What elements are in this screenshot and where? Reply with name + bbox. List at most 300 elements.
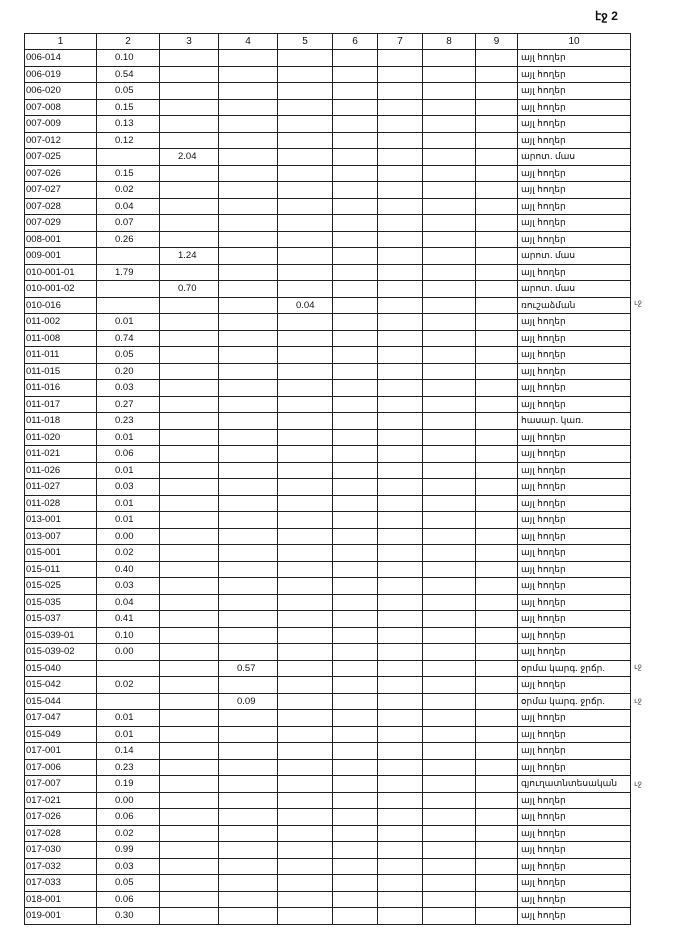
table-cell-col9 bbox=[476, 297, 518, 314]
table-cell-col10: այլ հողեր bbox=[518, 825, 631, 842]
table-cell-col5 bbox=[278, 644, 333, 661]
side-mark: ւջ bbox=[634, 298, 642, 307]
table-cell-col3: 0.70 bbox=[160, 281, 219, 298]
page-number: էջ 2 bbox=[595, 9, 618, 23]
table-cell-col9 bbox=[476, 545, 518, 562]
table-cell-col3 bbox=[160, 182, 219, 199]
table-cell-col5 bbox=[278, 132, 333, 149]
table-cell-col2: 0.40 bbox=[97, 561, 160, 578]
table-cell-col8 bbox=[423, 149, 476, 166]
table-cell-col2: 0.26 bbox=[97, 231, 160, 248]
table-cell-col7 bbox=[378, 908, 423, 925]
table-cell-col9 bbox=[476, 50, 518, 67]
table-cell-col3 bbox=[160, 165, 219, 182]
table-cell-col10: այլ հողեր bbox=[518, 231, 631, 248]
table-cell-col3 bbox=[160, 710, 219, 727]
table-cell-col2: 0.01 bbox=[97, 512, 160, 529]
table-cell-col9 bbox=[476, 165, 518, 182]
table-cell-col5 bbox=[278, 380, 333, 397]
table-cell-col6 bbox=[333, 314, 378, 331]
table-cell-col1: 013-007 bbox=[25, 528, 97, 545]
table-cell-col7 bbox=[378, 429, 423, 446]
table-cell-col10: այլ հողեր bbox=[518, 165, 631, 182]
table-row bbox=[25, 149, 631, 166]
table-cell-col10: այլ հողեր bbox=[518, 842, 631, 859]
table-cell-col1: 007-028 bbox=[25, 198, 97, 215]
table-cell-col4 bbox=[219, 759, 278, 776]
table-cell-col7 bbox=[378, 314, 423, 331]
table-cell-col8 bbox=[423, 347, 476, 364]
table-cell-col5 bbox=[278, 413, 333, 430]
table-cell-col10: այլ հողեր bbox=[518, 380, 631, 397]
table-cell-col6 bbox=[333, 743, 378, 760]
table-cell-col4 bbox=[219, 594, 278, 611]
table-cell-col10: այլ հողեր bbox=[518, 264, 631, 281]
table-row bbox=[25, 66, 631, 83]
table-cell-col2 bbox=[97, 297, 160, 314]
table-cell-col7 bbox=[378, 528, 423, 545]
table-cell-col6 bbox=[333, 726, 378, 743]
table-cell-col7 bbox=[378, 578, 423, 595]
table-cell-col6 bbox=[333, 264, 378, 281]
table-cell-col9 bbox=[476, 528, 518, 545]
table-cell-col8 bbox=[423, 908, 476, 925]
table-cell-col9 bbox=[476, 66, 518, 83]
table-cell-col4 bbox=[219, 281, 278, 298]
table-cell-col7 bbox=[378, 165, 423, 182]
table-cell-col1: 011-008 bbox=[25, 330, 97, 347]
table-cell-col8 bbox=[423, 528, 476, 545]
table-cell-col4 bbox=[219, 198, 278, 215]
table-cell-col8 bbox=[423, 380, 476, 397]
table-cell-col8 bbox=[423, 875, 476, 892]
table-cell-col4 bbox=[219, 710, 278, 727]
table-cell-col10: այլ հողեր bbox=[518, 182, 631, 199]
table-cell-col7 bbox=[378, 693, 423, 710]
table-cell-col7 bbox=[378, 842, 423, 859]
table-row bbox=[25, 726, 631, 743]
table-cell-col3 bbox=[160, 858, 219, 875]
table-row bbox=[25, 743, 631, 760]
table-row bbox=[25, 198, 631, 215]
table-row bbox=[25, 182, 631, 199]
table-cell-col8 bbox=[423, 644, 476, 661]
table-cell-col8 bbox=[423, 99, 476, 116]
table-row bbox=[25, 314, 631, 331]
column-header-2: 2 bbox=[97, 34, 160, 50]
table-cell-col7 bbox=[378, 297, 423, 314]
table-row bbox=[25, 495, 631, 512]
table-cell-col7 bbox=[378, 561, 423, 578]
table-cell-col10: այլ հողեր bbox=[518, 627, 631, 644]
table-cell-col2: 0.01 bbox=[97, 710, 160, 727]
table-cell-col10: այլ հողեր bbox=[518, 759, 631, 776]
table-cell-col9 bbox=[476, 462, 518, 479]
table-cell-col2: 0.19 bbox=[97, 776, 160, 793]
table-cell-col6 bbox=[333, 660, 378, 677]
table-cell-col6 bbox=[333, 462, 378, 479]
table-cell-col10: օրմա կարգ. ջրճր. bbox=[518, 693, 631, 710]
table-cell-col2: 0.01 bbox=[97, 429, 160, 446]
table-cell-col9 bbox=[476, 347, 518, 364]
table-cell-col9 bbox=[476, 429, 518, 446]
table-cell-col10: այլ հողեր bbox=[518, 132, 631, 149]
table-cell-col8 bbox=[423, 198, 476, 215]
table-row bbox=[25, 50, 631, 67]
table-cell-col3 bbox=[160, 132, 219, 149]
table-cell-col8 bbox=[423, 66, 476, 83]
table-cell-col5 bbox=[278, 858, 333, 875]
table-cell-col3 bbox=[160, 330, 219, 347]
table-cell-col9 bbox=[476, 710, 518, 727]
table-cell-col1: 010-001-02 bbox=[25, 281, 97, 298]
table-cell-col1: 015-039-02 bbox=[25, 644, 97, 661]
table-cell-col1: 007-029 bbox=[25, 215, 97, 232]
table-cell-col2: 0.03 bbox=[97, 479, 160, 496]
table-cell-col10: այլ հողեր bbox=[518, 644, 631, 661]
table-cell-col10: այլ հողեր bbox=[518, 363, 631, 380]
column-header-1: 1 bbox=[25, 34, 97, 50]
table-cell-col1: 011-026 bbox=[25, 462, 97, 479]
table-cell-col8 bbox=[423, 710, 476, 727]
table-cell-col1: 011-021 bbox=[25, 446, 97, 463]
table-cell-col3 bbox=[160, 512, 219, 529]
table-cell-col4 bbox=[219, 776, 278, 793]
table-cell-col3 bbox=[160, 396, 219, 413]
table-cell-col4 bbox=[219, 479, 278, 496]
table-cell-col5 bbox=[278, 347, 333, 364]
table-cell-col8 bbox=[423, 858, 476, 875]
table-cell-col8 bbox=[423, 479, 476, 496]
table-cell-col3 bbox=[160, 264, 219, 281]
table-cell-col4 bbox=[219, 215, 278, 232]
table-cell-col2: 0.02 bbox=[97, 182, 160, 199]
table-cell-col2: 0.00 bbox=[97, 528, 160, 545]
table-cell-col4 bbox=[219, 842, 278, 859]
table-cell-col6 bbox=[333, 611, 378, 628]
table-cell-col9 bbox=[476, 182, 518, 199]
table-cell-col10: այլ հողեր bbox=[518, 743, 631, 760]
table-cell-col2: 0.10 bbox=[97, 50, 160, 67]
table-cell-col2: 0.01 bbox=[97, 726, 160, 743]
table-cell-col6 bbox=[333, 231, 378, 248]
table-cell-col1: 017-032 bbox=[25, 858, 97, 875]
table-cell-col6 bbox=[333, 809, 378, 826]
table-cell-col1: 015-049 bbox=[25, 726, 97, 743]
table-cell-col3 bbox=[160, 908, 219, 925]
table-cell-col6 bbox=[333, 132, 378, 149]
table-cell-col7 bbox=[378, 512, 423, 529]
table-cell-col2: 0.05 bbox=[97, 347, 160, 364]
table-row bbox=[25, 116, 631, 133]
table-cell-col7 bbox=[378, 446, 423, 463]
table-cell-col10: այլ հողեր bbox=[518, 347, 631, 364]
table-cell-col4 bbox=[219, 330, 278, 347]
table-cell-col4 bbox=[219, 50, 278, 67]
table-cell-col7 bbox=[378, 825, 423, 842]
table-cell-col4 bbox=[219, 495, 278, 512]
table-row bbox=[25, 396, 631, 413]
table-cell-col2 bbox=[97, 248, 160, 265]
table-cell-col8 bbox=[423, 578, 476, 595]
table-row bbox=[25, 248, 631, 265]
table-cell-col8 bbox=[423, 396, 476, 413]
table-cell-col1: 007-012 bbox=[25, 132, 97, 149]
table-cell-col2: 0.15 bbox=[97, 99, 160, 116]
table-cell-col10: այլ հողեր bbox=[518, 495, 631, 512]
table-cell-col7 bbox=[378, 677, 423, 694]
table-row bbox=[25, 446, 631, 463]
table-cell-col5 bbox=[278, 479, 333, 496]
table-cell-col6 bbox=[333, 792, 378, 809]
table-cell-col3 bbox=[160, 429, 219, 446]
table-cell-col5 bbox=[278, 677, 333, 694]
table-cell-col1: 006-014 bbox=[25, 50, 97, 67]
table-cell-col7 bbox=[378, 644, 423, 661]
table-row bbox=[25, 644, 631, 661]
table-row bbox=[25, 479, 631, 496]
table-cell-col4 bbox=[219, 264, 278, 281]
table-cell-col9 bbox=[476, 314, 518, 331]
table-cell-col3 bbox=[160, 50, 219, 67]
table-cell-col1: 015-025 bbox=[25, 578, 97, 595]
table-cell-col5 bbox=[278, 149, 333, 166]
table-cell-col4 bbox=[219, 561, 278, 578]
table-cell-col1: 017-001 bbox=[25, 743, 97, 760]
table-cell-col9 bbox=[476, 578, 518, 595]
table-cell-col2: 0.23 bbox=[97, 413, 160, 430]
table-cell-col2: 0.23 bbox=[97, 759, 160, 776]
table-cell-col9 bbox=[476, 215, 518, 232]
table-row bbox=[25, 578, 631, 595]
table-cell-col1: 007-009 bbox=[25, 116, 97, 133]
table-row bbox=[25, 347, 631, 364]
table-cell-col5 bbox=[278, 842, 333, 859]
table-cell-col6 bbox=[333, 891, 378, 908]
table-cell-col1: 011-028 bbox=[25, 495, 97, 512]
table-cell-col9 bbox=[476, 363, 518, 380]
table-cell-col6 bbox=[333, 396, 378, 413]
table-row bbox=[25, 825, 631, 842]
table-cell-col4 bbox=[219, 149, 278, 166]
table-cell-col4 bbox=[219, 809, 278, 826]
table-row bbox=[25, 264, 631, 281]
table-cell-col9 bbox=[476, 792, 518, 809]
table-cell-col6 bbox=[333, 528, 378, 545]
table-cell-col5 bbox=[278, 875, 333, 892]
table-cell-col4 bbox=[219, 627, 278, 644]
table-cell-col7 bbox=[378, 875, 423, 892]
table-cell-col1: 017-030 bbox=[25, 842, 97, 859]
table-cell-col6 bbox=[333, 677, 378, 694]
table-cell-col9 bbox=[476, 644, 518, 661]
table-cell-col9 bbox=[476, 413, 518, 430]
table-cell-col1: 008-001 bbox=[25, 231, 97, 248]
table-cell-col2: 0.10 bbox=[97, 627, 160, 644]
table-cell-col1: 010-001-01 bbox=[25, 264, 97, 281]
table-cell-col7 bbox=[378, 231, 423, 248]
table-cell-col10: այլ հողեր bbox=[518, 66, 631, 83]
table-cell-col5 bbox=[278, 281, 333, 298]
table-cell-col1: 007-026 bbox=[25, 165, 97, 182]
table-cell-col2 bbox=[97, 660, 160, 677]
table-cell-col5 bbox=[278, 512, 333, 529]
table-cell-col10: այլ հողեր bbox=[518, 561, 631, 578]
table-cell-col4 bbox=[219, 578, 278, 595]
table-cell-col6 bbox=[333, 248, 378, 265]
table-row bbox=[25, 594, 631, 611]
table-row bbox=[25, 759, 631, 776]
table-cell-col6 bbox=[333, 825, 378, 842]
table-cell-col10: այլ հողեր bbox=[518, 809, 631, 826]
table-cell-col6 bbox=[333, 446, 378, 463]
table-row bbox=[25, 693, 631, 710]
table-cell-col2: 0.13 bbox=[97, 116, 160, 133]
table-row bbox=[25, 413, 631, 430]
table-row bbox=[25, 891, 631, 908]
table-cell-col5 bbox=[278, 891, 333, 908]
table-row bbox=[25, 380, 631, 397]
table-cell-col9 bbox=[476, 495, 518, 512]
table-cell-col6 bbox=[333, 413, 378, 430]
table-cell-col4 bbox=[219, 512, 278, 529]
table-cell-col7 bbox=[378, 594, 423, 611]
table-cell-col3 bbox=[160, 875, 219, 892]
table-cell-col4 bbox=[219, 462, 278, 479]
table-row bbox=[25, 842, 631, 859]
table-cell-col4 bbox=[219, 528, 278, 545]
table-cell-col7 bbox=[378, 149, 423, 166]
table-cell-col4 bbox=[219, 83, 278, 100]
table-cell-col8 bbox=[423, 215, 476, 232]
table-cell-col6 bbox=[333, 561, 378, 578]
table-cell-col5 bbox=[278, 83, 333, 100]
table-cell-col2: 0.00 bbox=[97, 644, 160, 661]
table-cell-col2: 0.04 bbox=[97, 594, 160, 611]
table-cell-col8 bbox=[423, 792, 476, 809]
table-cell-col4 bbox=[219, 858, 278, 875]
table-cell-col3 bbox=[160, 66, 219, 83]
table-cell-col10: արոտ. մաս bbox=[518, 149, 631, 166]
table-cell-col2: 0.03 bbox=[97, 858, 160, 875]
table-cell-col9 bbox=[476, 380, 518, 397]
table-cell-col5 bbox=[278, 495, 333, 512]
table-cell-col5 bbox=[278, 809, 333, 826]
table-cell-col9 bbox=[476, 561, 518, 578]
table-cell-col5 bbox=[278, 50, 333, 67]
table-row bbox=[25, 809, 631, 826]
table-cell-col1: 017-026 bbox=[25, 809, 97, 826]
table-cell-col2: 0.99 bbox=[97, 842, 160, 859]
table-cell-col1: 015-044 bbox=[25, 693, 97, 710]
table-cell-col7 bbox=[378, 215, 423, 232]
table-row bbox=[25, 462, 631, 479]
table-cell-col5 bbox=[278, 710, 333, 727]
table-header bbox=[25, 34, 631, 50]
table-cell-col6 bbox=[333, 627, 378, 644]
table-cell-col9 bbox=[476, 83, 518, 100]
table-cell-col8 bbox=[423, 611, 476, 628]
table-cell-col1: 015-042 bbox=[25, 677, 97, 694]
table-cell-col3 bbox=[160, 594, 219, 611]
table-cell-col7 bbox=[378, 347, 423, 364]
table-cell-col8 bbox=[423, 561, 476, 578]
table-cell-col10: ռուշաձման bbox=[518, 297, 631, 314]
table-cell-col8 bbox=[423, 248, 476, 265]
table-cell-col1: 017-007 bbox=[25, 776, 97, 793]
table-cell-col10: գյուղատնտեսական bbox=[518, 776, 631, 793]
table-cell-col3 bbox=[160, 776, 219, 793]
table-cell-col6 bbox=[333, 281, 378, 298]
table-cell-col4 bbox=[219, 891, 278, 908]
table-cell-col3 bbox=[160, 479, 219, 496]
table-cell-col2: 0.01 bbox=[97, 314, 160, 331]
table-cell-col5 bbox=[278, 594, 333, 611]
table-cell-col6 bbox=[333, 99, 378, 116]
table-cell-col8 bbox=[423, 495, 476, 512]
table-cell-col8 bbox=[423, 512, 476, 529]
table-row bbox=[25, 132, 631, 149]
table-cell-col10: այլ հողեր bbox=[518, 99, 631, 116]
table-cell-col5 bbox=[278, 611, 333, 628]
table-cell-col9 bbox=[476, 809, 518, 826]
table-cell-col6 bbox=[333, 479, 378, 496]
table-cell-col9 bbox=[476, 908, 518, 925]
table-cell-col10: այլ հողեր bbox=[518, 875, 631, 892]
table-cell-col9 bbox=[476, 132, 518, 149]
table-cell-col6 bbox=[333, 429, 378, 446]
table-cell-col4 bbox=[219, 396, 278, 413]
table-cell-col6 bbox=[333, 858, 378, 875]
table-cell-col8 bbox=[423, 759, 476, 776]
table-cell-col10: այլ հողեր bbox=[518, 50, 631, 67]
table-cell-col10: այլ հողեր bbox=[518, 677, 631, 694]
table-cell-col8 bbox=[423, 297, 476, 314]
table-cell-col2: 0.30 bbox=[97, 908, 160, 925]
table-cell-col4 bbox=[219, 743, 278, 760]
table-cell-col1: 010-016 bbox=[25, 297, 97, 314]
table-cell-col8 bbox=[423, 429, 476, 446]
table-cell-col4 bbox=[219, 248, 278, 265]
table-cell-col7 bbox=[378, 380, 423, 397]
table-cell-col2: 0.03 bbox=[97, 380, 160, 397]
table-cell-col10: այլ հողեր bbox=[518, 116, 631, 133]
table-cell-col5: 0.04 bbox=[278, 297, 333, 314]
table-cell-col8 bbox=[423, 693, 476, 710]
table-cell-col4 bbox=[219, 875, 278, 892]
table-cell-col3 bbox=[160, 759, 219, 776]
table-cell-col5 bbox=[278, 528, 333, 545]
table-row bbox=[25, 512, 631, 529]
table-cell-col3 bbox=[160, 627, 219, 644]
column-header-4: 4 bbox=[219, 34, 278, 50]
table-cell-col9 bbox=[476, 446, 518, 463]
table-cell-col5 bbox=[278, 231, 333, 248]
table-cell-col3 bbox=[160, 809, 219, 826]
table-cell-col9 bbox=[476, 743, 518, 760]
table-cell-col6 bbox=[333, 66, 378, 83]
table-cell-col7 bbox=[378, 132, 423, 149]
table-cell-col7 bbox=[378, 99, 423, 116]
table-cell-col8 bbox=[423, 809, 476, 826]
table-row bbox=[25, 908, 631, 925]
table-cell-col6 bbox=[333, 297, 378, 314]
table-cell-col3 bbox=[160, 462, 219, 479]
table-cell-col4 bbox=[219, 677, 278, 694]
column-header-5: 5 bbox=[278, 34, 333, 50]
table-cell-col3 bbox=[160, 743, 219, 760]
table-cell-col5 bbox=[278, 99, 333, 116]
